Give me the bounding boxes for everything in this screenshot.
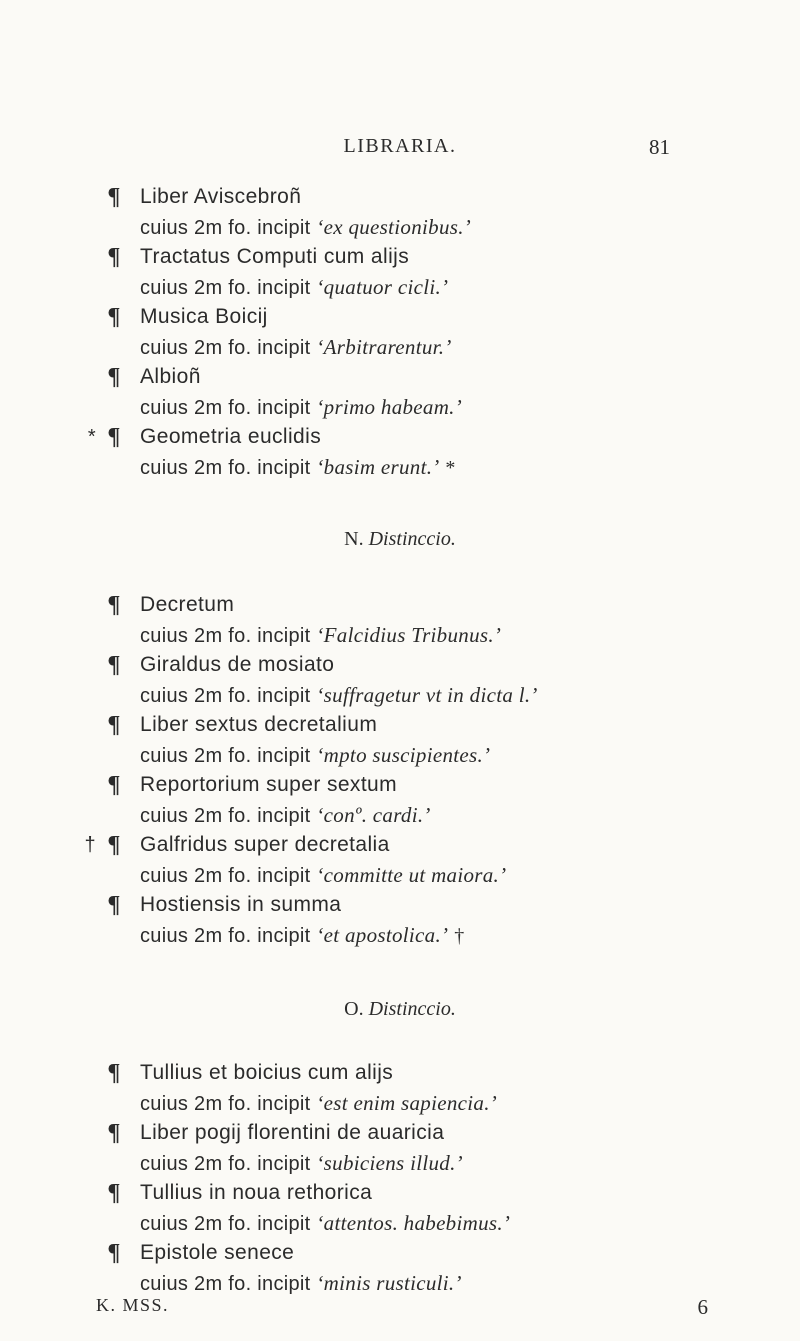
pilcrow-mark: ¶: [107, 1240, 121, 1266]
incipit-prefix: cuius 2m fo. incipit: [140, 805, 311, 827]
entry-title: Musica Boicij: [140, 305, 268, 328]
entry-title: Liber Aviscebroñ: [140, 185, 302, 208]
pilcrow-mark: ¶: [107, 892, 121, 918]
asterisk-mark: *: [445, 457, 456, 479]
entry-title: Tullius et boicius cum alijs: [140, 1061, 394, 1084]
incipit-text: ‘Arbitrarentur.’: [316, 335, 452, 359]
incipit-text: ‘et apostolica.’: [316, 923, 449, 947]
incipit-text: ‘ex questionibus.’: [316, 215, 472, 239]
incipit-prefix: cuius 2m fo. incipit: [140, 925, 311, 947]
entry-title: Liber pogij florentini de auaricia: [140, 1121, 445, 1144]
catalog-entry: [96, 362, 716, 422]
catalog-entry: [96, 1238, 716, 1298]
catalog-entry: [96, 1118, 716, 1178]
asterisk-mark: *: [87, 426, 96, 448]
section-word: Distinccio.: [368, 528, 456, 550]
incipit-prefix: cuius 2m fo. incipit: [140, 1093, 311, 1115]
pilcrow-mark: ¶: [107, 1060, 121, 1086]
catalog-entry: [96, 242, 716, 302]
running-title: LIBRARIA.: [343, 135, 457, 157]
incipit-text: ‘Falcidius Tribunus.’: [316, 623, 502, 647]
pilcrow-mark: ¶: [107, 592, 121, 618]
entry-title: Liber sextus decretalium: [140, 713, 378, 736]
catalog-entry: [96, 1058, 716, 1118]
entry-title: Geometria euclidis: [140, 425, 322, 448]
entry-title: Reportorium super sextum: [140, 773, 398, 796]
incipit-prefix: cuius 2m fo. incipit: [140, 1153, 311, 1175]
catalog-entry: [96, 770, 716, 830]
incipit-prefix: cuius 2m fo. incipit: [140, 625, 311, 647]
pilcrow-mark: ¶: [107, 832, 121, 858]
catalog-entry: [96, 710, 716, 770]
incipit-prefix: cuius 2m fo. incipit: [140, 865, 311, 887]
incipit-text: ‘basim erunt.’: [316, 455, 440, 479]
incipit-text: ‘minis rusticuli.’: [316, 1271, 462, 1295]
incipit-prefix: cuius 2m fo. incipit: [140, 685, 311, 707]
incipit-prefix: cuius 2m fo. incipit: [140, 337, 311, 359]
section-word: Distinccio.: [368, 998, 456, 1020]
pilcrow-mark: ¶: [107, 304, 121, 330]
catalog-entry: [96, 590, 716, 650]
entry-title: Decretum: [140, 593, 235, 616]
incipit-text: ‘quatuor cicli.’: [316, 275, 449, 299]
signature-number: 6: [697, 1295, 708, 1319]
incipit-text: ‘attentos. habebimus.’: [316, 1211, 511, 1235]
pilcrow-mark: ¶: [107, 424, 121, 450]
signature-mark: K. MSS.: [96, 1295, 170, 1315]
entry-title: Giraldus de mosiato: [140, 653, 335, 676]
catalog-entry: [84, 830, 716, 890]
entry-title: Epistole senece: [140, 1241, 295, 1264]
incipit-prefix: cuius 2m fo. incipit: [140, 457, 311, 479]
incipit-prefix: cuius 2m fo. incipit: [140, 1273, 311, 1295]
dagger-mark: †: [454, 925, 465, 947]
catalog-entry: [96, 1178, 716, 1238]
incipit-prefix: cuius 2m fo. incipit: [140, 397, 311, 419]
folio-number: 81: [649, 135, 670, 159]
pilcrow-mark: ¶: [107, 184, 121, 210]
page-header: [0, 135, 800, 165]
incipit-text: ‘est enim sapiencia.’: [316, 1091, 498, 1115]
incipit-text: ‘committe ut maiora.’: [316, 863, 507, 887]
catalog-entry: [96, 890, 716, 950]
dagger-mark: †: [84, 834, 96, 856]
incipit-prefix: cuius 2m fo. incipit: [140, 277, 311, 299]
incipit-prefix: cuius 2m fo. incipit: [140, 745, 311, 767]
incipit-prefix: cuius 2m fo. incipit: [140, 217, 311, 239]
incipit-text: ‘subiciens illud.’: [316, 1151, 463, 1175]
pilcrow-mark: ¶: [107, 1180, 121, 1206]
catalog-entry: [96, 182, 716, 242]
incipit-prefix: cuius 2m fo. incipit: [140, 1213, 311, 1235]
entry-title: Galfridus super decretalia: [140, 833, 390, 856]
pilcrow-mark: ¶: [107, 364, 121, 390]
entry-title: Tractatus Computi cum alijs: [140, 245, 410, 268]
pilcrow-mark: ¶: [107, 712, 121, 738]
pilcrow-mark: ¶: [107, 1120, 121, 1146]
section-heading: [0, 998, 800, 1021]
entry-title: Tullius in noua rethorica: [140, 1181, 373, 1204]
entry-title: Hostiensis in summa: [140, 893, 342, 916]
incipit-text: ‘suffragetur vt in dicta l.’: [316, 683, 538, 707]
pilcrow-mark: ¶: [107, 772, 121, 798]
page-footer: [0, 1295, 800, 1325]
section-heading: [0, 528, 800, 551]
catalog-entry: [96, 302, 716, 362]
pilcrow-mark: ¶: [107, 652, 121, 678]
incipit-text: ‘conº. cardi.’: [316, 803, 431, 827]
catalog-entry: [96, 650, 716, 710]
incipit-text: ‘primo habeam.’: [316, 395, 463, 419]
section-letter: N.: [344, 528, 364, 550]
incipit-text: ‘mpto suscipientes.’: [316, 743, 491, 767]
entry-title: Albioñ: [140, 365, 201, 388]
section-letter: O.: [344, 998, 364, 1020]
pilcrow-mark: ¶: [107, 244, 121, 270]
catalog-entry: [87, 422, 716, 482]
